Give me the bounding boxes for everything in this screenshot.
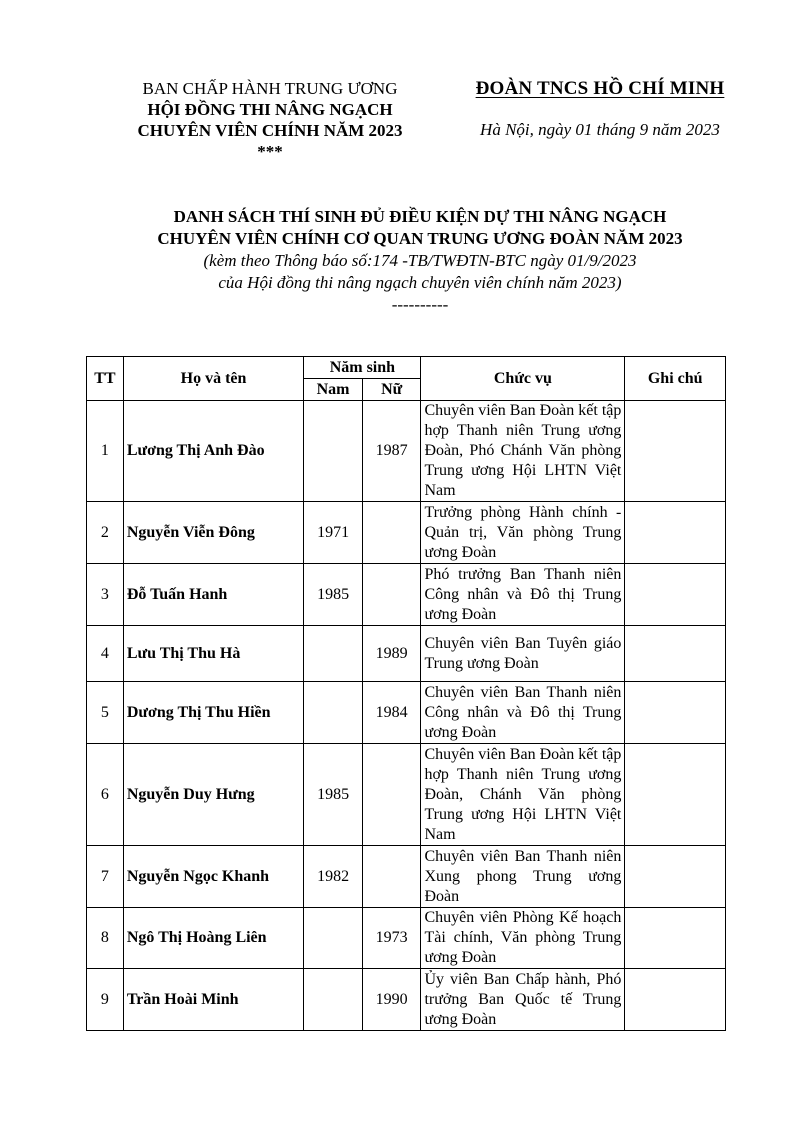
issuer-line-2: HỘI ĐỒNG THI NÂNG NGẠCH xyxy=(147,100,393,119)
table-row xyxy=(87,564,726,626)
birth-year-female: 1984 xyxy=(362,682,421,744)
candidate-name: Nguyễn Duy Hưng xyxy=(123,744,303,846)
issuer-line-3: CHUYÊN VIÊN CHÍNH NĂM 2023 xyxy=(137,121,403,140)
birth-year-female xyxy=(362,502,421,564)
birth-year-female xyxy=(362,846,421,908)
issuer-header xyxy=(100,78,440,162)
row-number: 2 xyxy=(87,502,124,564)
candidate-note xyxy=(625,564,726,626)
candidate-note xyxy=(625,401,726,502)
birth-year-male xyxy=(304,626,363,682)
row-number: 1 xyxy=(87,401,124,502)
candidate-note xyxy=(625,502,726,564)
birth-year-female: 1987 xyxy=(362,401,421,502)
candidate-note xyxy=(625,744,726,846)
birth-year-male: 1985 xyxy=(304,744,363,846)
table-row xyxy=(87,401,726,502)
candidate-role: Chuyên viên Ban Thanh niên Công nhân và Đô thị Trung ương Đoàn xyxy=(421,682,625,744)
birth-year-female xyxy=(362,744,421,846)
birth-year-male xyxy=(304,682,363,744)
table-row xyxy=(87,846,726,908)
header-male: Nam xyxy=(304,379,363,401)
candidate-name: Nguyễn Viễn Đông xyxy=(123,502,303,564)
candidate-role: Ủy viên Ban Chấp hành, Phó trưởng Ban Quốc tế Trung ương Đoàn xyxy=(421,969,625,1031)
candidate-note xyxy=(625,682,726,744)
row-number: 5 xyxy=(87,682,124,744)
candidate-name: Dương Thị Thu Hiền xyxy=(123,682,303,744)
birth-year-male xyxy=(304,908,363,969)
candidate-name: Ngô Thị Hoàng Liên xyxy=(123,908,303,969)
candidate-role: Chuyên viên Ban Tuyên giáo Trung ương Đoàn xyxy=(421,626,625,682)
birth-year-male: 1971 xyxy=(304,502,363,564)
document-title xyxy=(60,206,780,316)
birth-year-female xyxy=(362,564,421,626)
candidate-name: Đỗ Tuấn Hanh xyxy=(123,564,303,626)
candidate-name: Lưu Thị Thu Hà xyxy=(123,626,303,682)
row-number: 3 xyxy=(87,564,124,626)
candidate-role: Phó trưởng Ban Thanh niên Công nhân và Đô thị Trung ương Đoàn xyxy=(421,564,625,626)
birth-year-female: 1989 xyxy=(362,626,421,682)
birth-year-male xyxy=(304,969,363,1031)
table-row xyxy=(87,969,726,1031)
row-number: 4 xyxy=(87,626,124,682)
birth-year-female: 1973 xyxy=(362,908,421,969)
title-line-2: CHUYÊN VIÊN CHÍNH CƠ QUAN TRUNG ƯƠNG ĐOÀN NĂM 2023 xyxy=(157,229,683,248)
header-name: Họ và tên xyxy=(123,357,303,401)
birth-year-male: 1985 xyxy=(304,564,363,626)
birth-year-female: 1990 xyxy=(362,969,421,1031)
header-tt: TT xyxy=(87,357,124,401)
birth-year-male: 1982 xyxy=(304,846,363,908)
candidate-note xyxy=(625,969,726,1031)
candidate-name: Trần Hoài Minh xyxy=(123,969,303,1031)
candidate-role: Chuyên viên Ban Đoàn kết tập hợp Thanh niên Trung ương Đoàn, Phó Chánh Văn phòng Trung ương Hội LHTN Việt Nam xyxy=(421,401,625,502)
row-number: 9 xyxy=(87,969,124,1031)
candidate-note xyxy=(625,846,726,908)
header-role: Chức vụ xyxy=(421,357,625,401)
issuer-line-1: BAN CHẤP HÀNH TRUNG ƯƠNG xyxy=(142,79,398,98)
row-number: 7 xyxy=(87,846,124,908)
candidate-role: Chuyên viên Ban Thanh niên Xung phong Trung ương Đoàn xyxy=(421,846,625,908)
organization-name: ĐOÀN TNCS HỒ CHÍ MINH xyxy=(475,78,725,99)
row-number: 6 xyxy=(87,744,124,846)
candidate-note xyxy=(625,626,726,682)
header-birth-year: Năm sinh xyxy=(304,357,421,379)
candidate-table xyxy=(86,356,726,1031)
birth-year-male xyxy=(304,401,363,502)
candidate-name: Lương Thị Anh Đào xyxy=(123,401,303,502)
title-line-1: DANH SÁCH THÍ SINH ĐỦ ĐIỀU KIỆN DỰ THI NÂNG NGẠCH xyxy=(173,207,667,226)
header-note: Ghi chú xyxy=(625,357,726,401)
candidate-role: Chuyên viên Phòng Kế hoạch Tài chính, Văn phòng Trung ương Đoàn xyxy=(421,908,625,969)
header-female: Nữ xyxy=(362,379,421,401)
table-row xyxy=(87,682,726,744)
candidate-note xyxy=(625,908,726,969)
candidate-role: Chuyên viên Ban Đoàn kết tập hợp Thanh niên Trung ương Đoàn, Chánh Văn phòng Trung ương Hội LHTN Việt Nam xyxy=(421,744,625,846)
table-row xyxy=(87,502,726,564)
table-row xyxy=(87,908,726,969)
candidate-role: Trưởng phòng Hành chính - Quản trị, Văn phòng Trung ương Đoàn xyxy=(421,502,625,564)
row-number: 8 xyxy=(87,908,124,969)
table-row xyxy=(87,626,726,682)
subtitle-line-1: (kèm theo Thông báo số:174 -TB/TWĐTN-BTC ngày 01/9/2023 xyxy=(203,251,637,270)
subtitle-line-2: của Hội đồng thi nâng ngạch chuyên viên chính năm 2023) xyxy=(218,273,622,292)
organization-header xyxy=(460,78,740,140)
document-date: Hà Nội, ngày 01 tháng 9 năm 2023 xyxy=(480,120,720,139)
table-row xyxy=(87,744,726,846)
title-separator: ---------- xyxy=(391,295,449,314)
candidate-name: Nguyễn Ngọc Khanh xyxy=(123,846,303,908)
issuer-ornament: *** xyxy=(257,142,283,161)
